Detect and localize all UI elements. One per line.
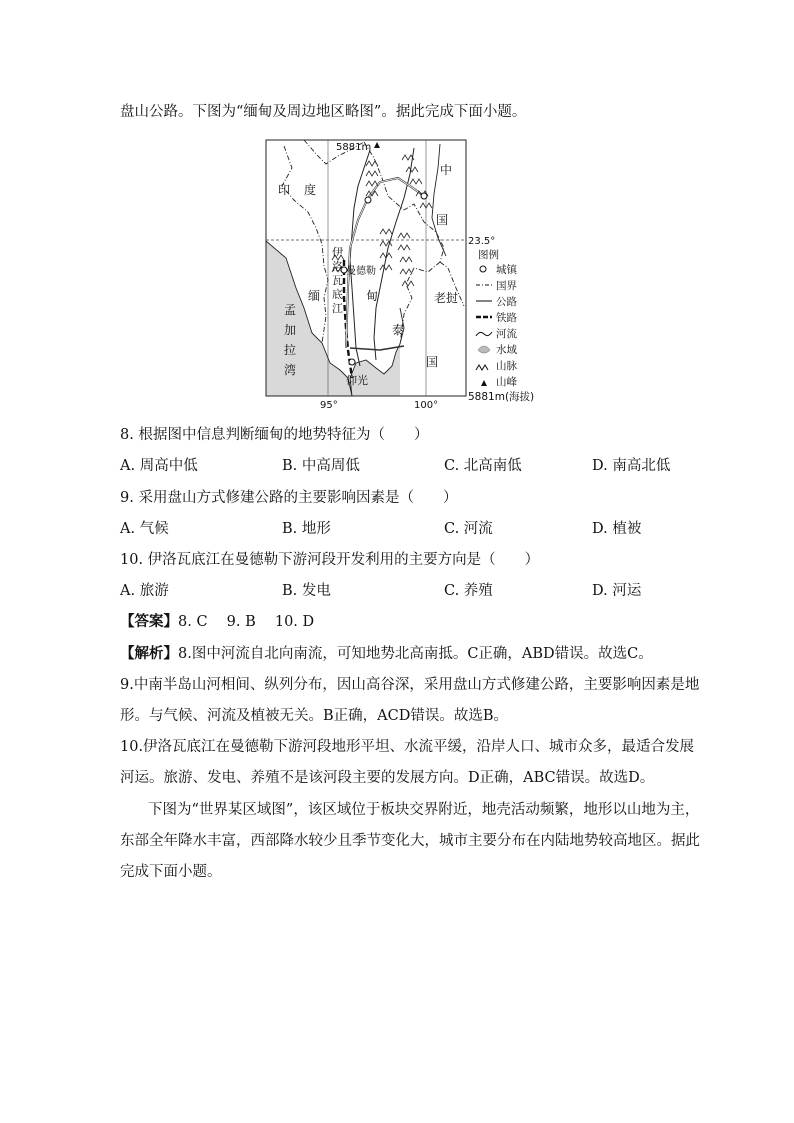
intro-line: 盘山公路。下图为“缅甸及周边地区略图”。据此完成下面小题。 — [120, 104, 527, 120]
analysis-line-5: 河运。旅游、发电、养殖不是该河段主要的发展方向。D正确，ABC错误。故选D。 — [120, 770, 655, 786]
option-d[interactable]: D. 南高北低 — [592, 458, 671, 474]
svg-text:山峰: 山峰 — [496, 376, 517, 388]
china-label: 国 — [436, 213, 449, 227]
option-d[interactable]: D. 植被 — [592, 521, 642, 537]
river-label — [332, 246, 343, 315]
myanmar-label: 甸 — [366, 289, 379, 303]
svg-text:铁路: 铁路 — [496, 312, 517, 324]
svg-text:5881m(海拔): 5881m(海拔) — [468, 391, 535, 403]
svg-text:国界: 国界 — [496, 280, 517, 292]
question-8-stem: 8. 根据图中信息判断缅甸的地势特征为（ ） — [120, 427, 429, 443]
svg-text:加: 加 — [284, 323, 297, 337]
yangon-label: 仰光 — [346, 374, 368, 387]
svg-text:图例: 图例 — [478, 249, 499, 261]
svg-text:瓦: 瓦 — [332, 274, 343, 287]
svg-text:洛: 洛 — [332, 260, 343, 273]
option-c[interactable]: C. 河流 — [444, 521, 493, 537]
svg-text:底: 底 — [332, 288, 343, 301]
myanmar-label: 缅 — [308, 289, 321, 303]
answer-line — [120, 612, 314, 632]
option-b[interactable]: B. 中高周低 — [282, 458, 360, 474]
option-a[interactable]: A. 周高中低 — [120, 458, 198, 474]
road-branch — [350, 346, 404, 350]
myanmar-region-map — [264, 138, 536, 413]
svg-text:河流: 河流 — [496, 328, 517, 340]
border-myanmar-china — [364, 142, 444, 262]
option-c[interactable]: C. 养殖 — [444, 583, 493, 599]
analysis-label: 【解析】 — [120, 645, 178, 662]
svg-text:城镇: 城镇 — [496, 264, 517, 276]
option-a[interactable]: A. 旅游 — [120, 583, 169, 599]
analysis-line-2: 9.中南半岛山河相间、纵列分布，因山高谷深，采用盘山方式修建公路，主要影响因素是地 — [120, 677, 700, 693]
svg-text:江: 江 — [332, 302, 343, 315]
mandalay-label: 曼德勒 — [346, 266, 376, 277]
town-icon — [421, 193, 427, 199]
svg-text:山脉: 山脉 — [496, 360, 517, 372]
peak-icon — [374, 142, 380, 148]
laos-label: 老挝 — [434, 291, 459, 305]
yangon-town-icon — [349, 359, 355, 365]
option-b[interactable]: B. 地形 — [282, 521, 331, 537]
lon-95-label: 95° — [320, 400, 338, 411]
svg-text:水域: 水域 — [496, 344, 517, 356]
svg-text:拉: 拉 — [284, 343, 297, 357]
svg-text:公路: 公路 — [496, 296, 517, 308]
next-intro-line-1: 下图为“世界某区域图”，该区域位于板块交界附近，地壳活动频繁，地形以山地为主， — [148, 802, 700, 818]
question-10-stem: 10. 伊洛瓦底江在曼德勒下游河段开发利用的主要方向是（ ） — [120, 552, 540, 568]
answer-label: 【答案】 — [120, 613, 178, 630]
mekong-river — [432, 144, 449, 256]
town-icon — [365, 197, 371, 203]
svg-text:伊: 伊 — [332, 246, 343, 259]
next-intro-line-3: 完成下面小题。 — [120, 864, 222, 880]
analysis-line-4: 10.伊洛瓦底江在曼德勒下游河段地形平坦、水流平缓，沿岸人口、城市众多，最适合发展 — [120, 739, 695, 755]
analysis-line-1 — [120, 644, 653, 664]
thailand-label: 泰 — [392, 323, 405, 337]
lat-label: 23.5° — [468, 236, 496, 247]
irrawaddy-river — [350, 150, 370, 366]
next-intro-line-2: 东部全年降水丰富，西部降水较少且季节变化大，城市主要分布在内陆地势较高地区。据此 — [120, 833, 700, 849]
analysis-line-3: 形。与气候、河流及植被无关。B正确，ACD错误。故选B。 — [120, 708, 509, 724]
thailand-label: 国 — [426, 355, 439, 369]
india-label: 印度 — [278, 183, 331, 197]
peak-label: 5881m — [336, 142, 372, 153]
option-d[interactable]: D. 河运 — [592, 583, 642, 599]
lon-100-label: 100° — [414, 400, 439, 411]
map-legend — [468, 248, 534, 403]
svg-text:湾: 湾 — [284, 363, 297, 377]
question-9-stem: 9. 采用盘山方式修建公路的主要影响因素是（ ） — [120, 490, 458, 506]
option-a[interactable]: A. 气候 — [120, 521, 169, 537]
svg-text:孟: 孟 — [284, 303, 297, 317]
answer-text: 8. C 9. B 10. D — [178, 614, 315, 630]
analysis-text: 8.图中河流自北向南流，可知地势北高南抵。C正确，ABD错误。故选C。 — [178, 646, 653, 662]
option-b[interactable]: B. 发电 — [282, 583, 331, 599]
option-c[interactable]: C. 北高南低 — [444, 458, 522, 474]
china-label: 中 — [440, 163, 453, 177]
